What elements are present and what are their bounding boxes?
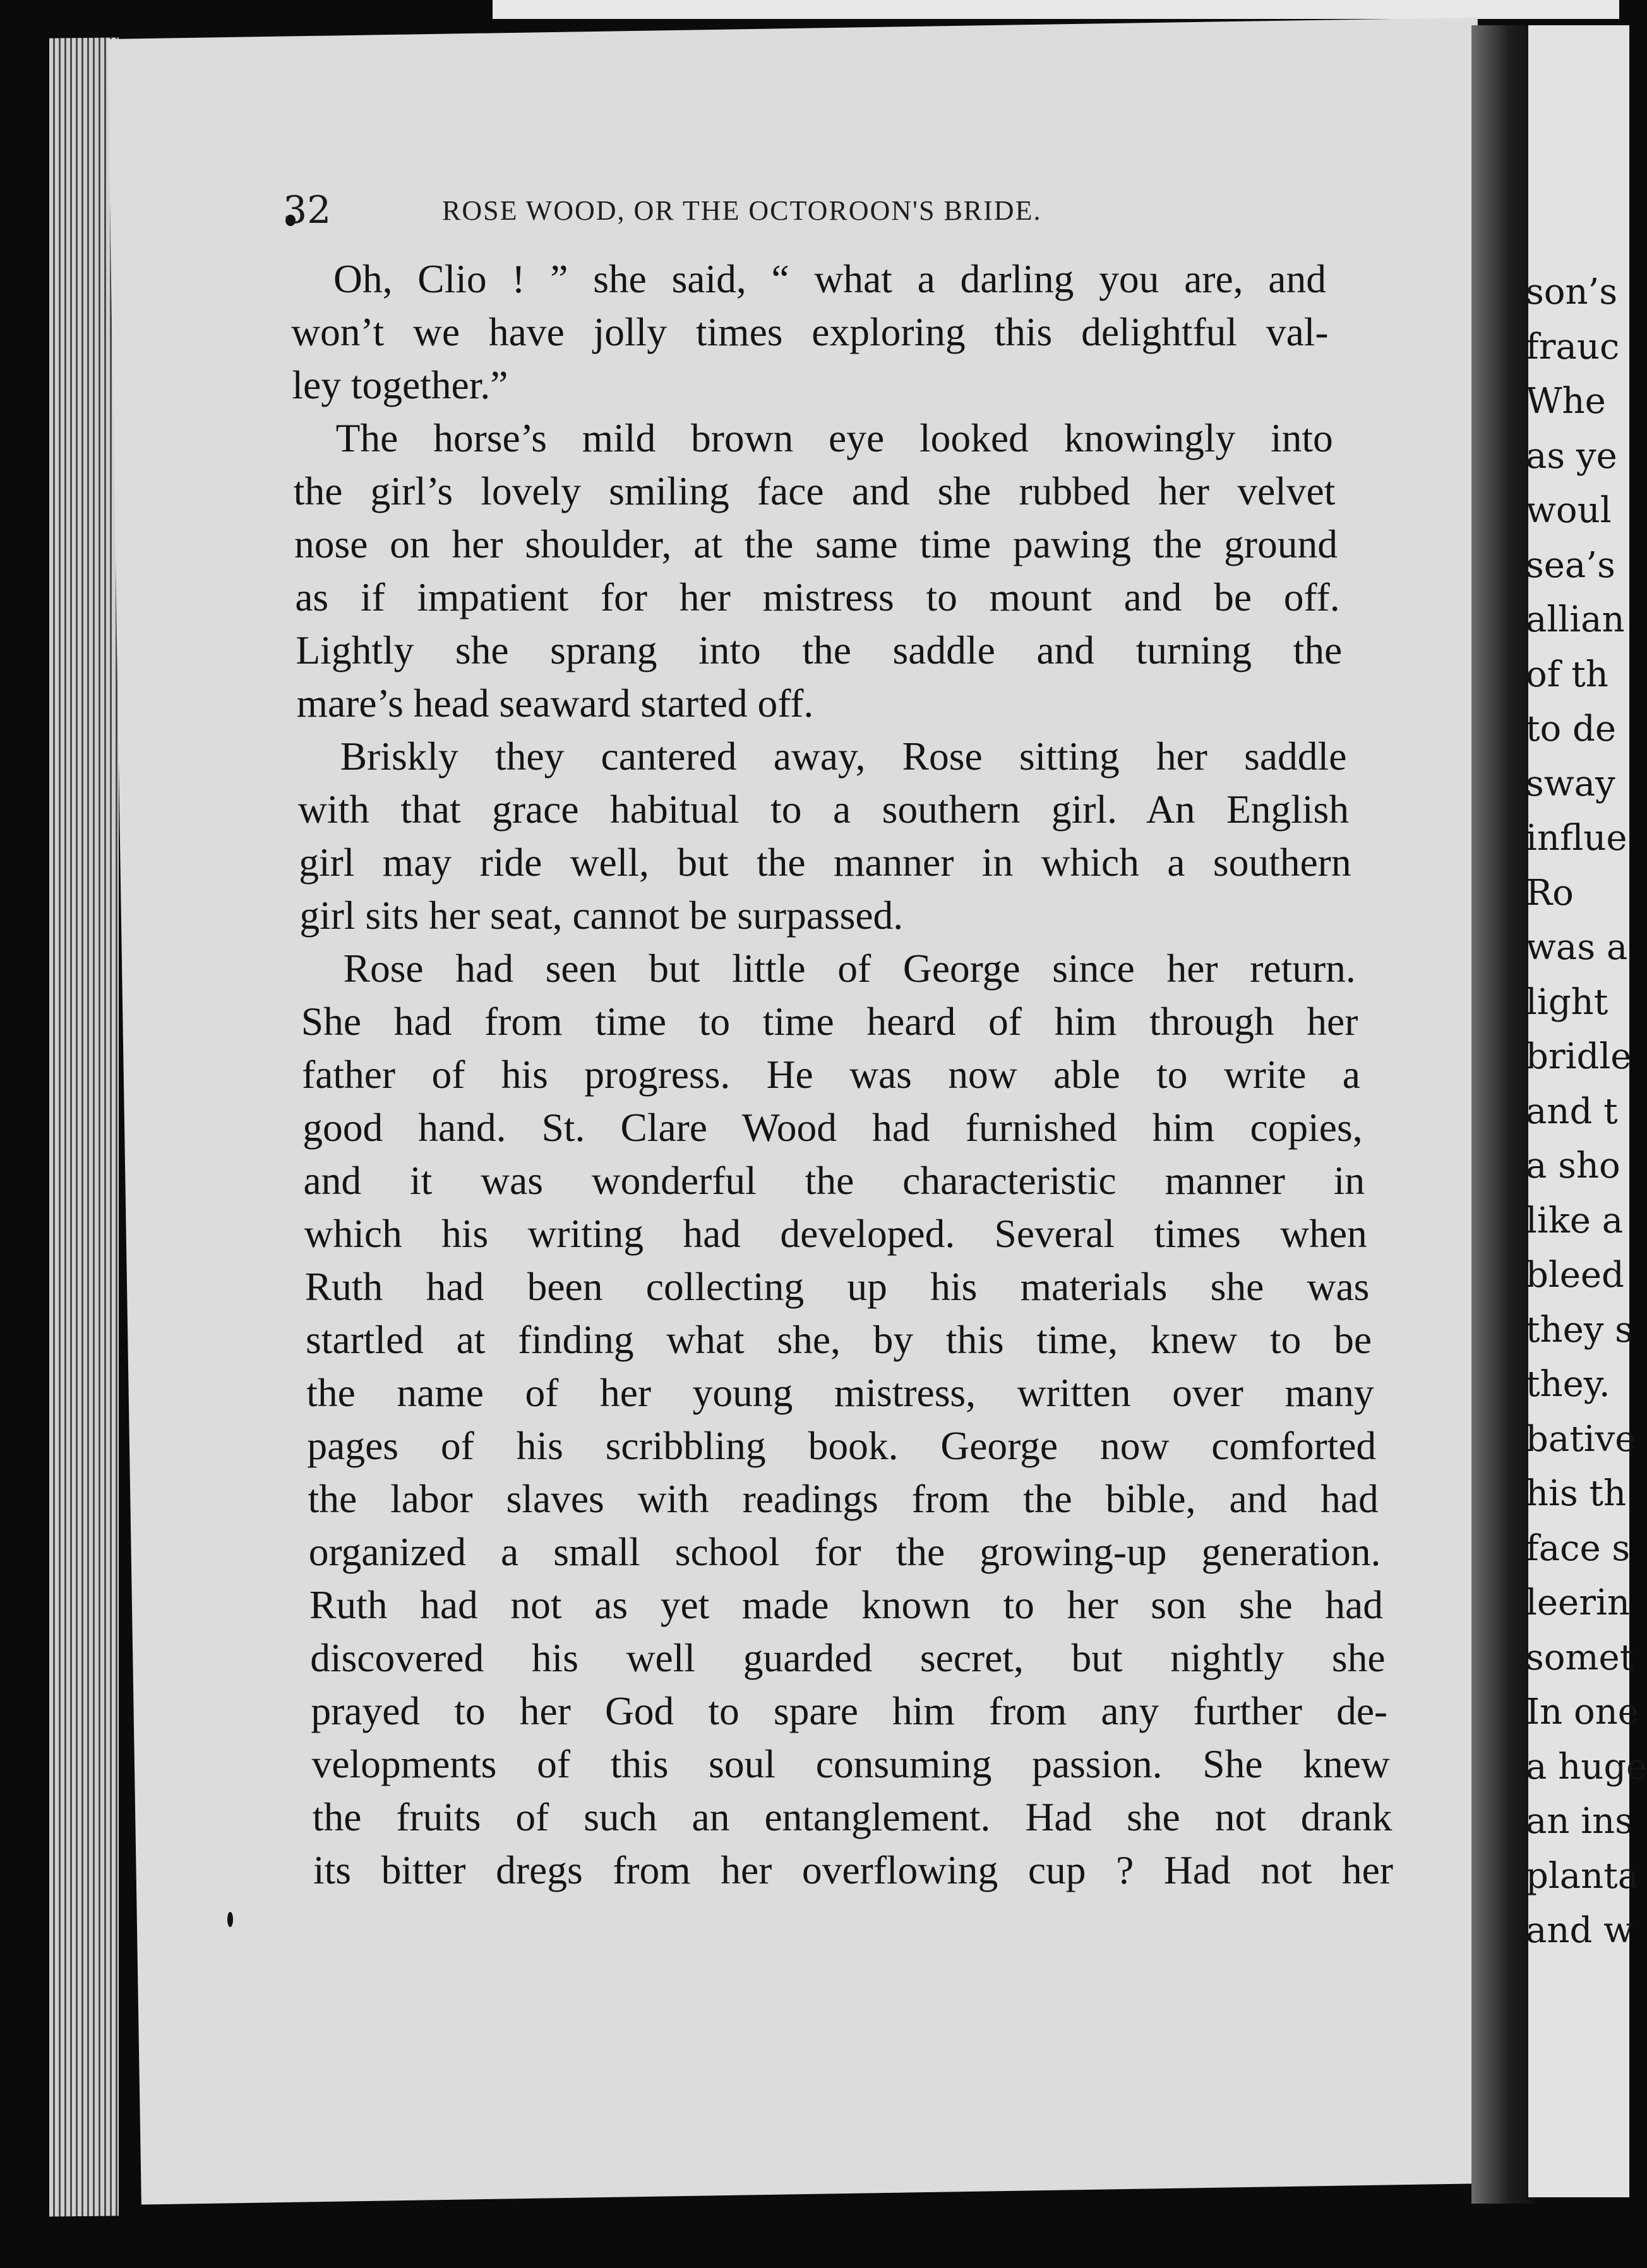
- text-line: Ruth had been collecting up his materials she was: [304, 1264, 1370, 1309]
- facing-page-line: somet: [1526, 1637, 1634, 1678]
- text-line: the name of her young mistress, written over many: [306, 1370, 1374, 1415]
- facing-page-line: allian: [1526, 599, 1625, 640]
- page-edges: [49, 37, 119, 2216]
- page-number: 32: [283, 188, 332, 232]
- facing-page-line: influe: [1526, 818, 1627, 859]
- text-line: girl sits her seat, cannot be surpassed.: [299, 893, 904, 938]
- facing-page-line: leerin: [1526, 1582, 1630, 1623]
- facing-page-line: to de: [1526, 708, 1617, 749]
- text-line: the fruits of such an entanglement. Had she not drank: [312, 1794, 1392, 1839]
- facing-page-line: they.: [1526, 1364, 1610, 1405]
- text-line: nose on her shoulder, at the same time pawing the ground: [294, 522, 1338, 566]
- text-line: The horse’s mild brown eye looked knowingly into: [335, 415, 1333, 460]
- facing-page-line: as ye: [1526, 435, 1617, 477]
- text-line: and it was wonderful the characteristic manner in: [303, 1158, 1365, 1203]
- text-line: pages of his scribbling book. George now comforted: [307, 1423, 1377, 1468]
- facing-page: [1526, 25, 1647, 2197]
- text-line: prayed to her God to spare him from any further de-: [311, 1688, 1388, 1733]
- text-line: Oh, Clio ! ” she said, “ what a darling you are, and: [333, 256, 1326, 301]
- text-line: good hand. St. Clare Wood had furnished him copies,: [302, 1105, 1363, 1150]
- text-line: startled at finding what she, by this time, knew to be: [306, 1317, 1372, 1362]
- facing-page-line: a huge: [1526, 1746, 1647, 1788]
- facing-page-line: sea’s: [1526, 544, 1615, 586]
- text-line: with that grace habitual to a southern girl. An English: [298, 787, 1349, 832]
- text-line: girl may ride well, but the manner in which a southern: [299, 840, 1351, 885]
- body-text: [290, 253, 1478, 1897]
- running-head: ROSE WOOD, OR THE OCTOROON'S BRIDE.: [442, 195, 1042, 226]
- text-line: She had from time to time heard of him through her: [301, 999, 1358, 1044]
- facing-page-line: of th: [1526, 654, 1608, 695]
- facing-page-line: Whe: [1526, 381, 1606, 422]
- facing-page-line: an ins: [1526, 1801, 1633, 1842]
- text-line: the labor slaves with readings from the bible, and had: [308, 1476, 1379, 1521]
- text-line: Rose had seen but little of George since her return.: [343, 946, 1356, 991]
- facing-page-line: was a: [1526, 927, 1628, 968]
- text-line: won’t we have jolly times exploring this delightful val-: [291, 309, 1329, 354]
- facing-page-line: his th: [1526, 1473, 1627, 1514]
- text-line: which his writing had developed. Several times when: [304, 1211, 1367, 1256]
- facing-page-line: sway: [1526, 763, 1615, 804]
- text-line: mare’s head seaward started off.: [296, 681, 814, 725]
- text-line: as if impatient for her mistress to mount and be off.: [295, 575, 1340, 619]
- facing-page-line: and t: [1526, 1090, 1618, 1132]
- facing-page-line: frauc: [1526, 326, 1620, 367]
- facing-page-line: Ro: [1526, 872, 1574, 914]
- facing-page-line: woul: [1526, 490, 1612, 531]
- facing-page-line: like a: [1526, 1200, 1624, 1241]
- facing-page-line: a sho: [1526, 1145, 1620, 1186]
- facing-page-line: they s: [1526, 1309, 1633, 1351]
- text-line: Briskly they cantered away, Rose sitting her saddle: [340, 734, 1347, 779]
- text-line: Ruth had not as yet made known to her son she had: [309, 1582, 1383, 1627]
- background-strip: [493, 0, 1619, 19]
- text-line: the girl’s lovely smiling face and she rubbed her velvet: [293, 469, 1336, 513]
- text-line: organized a small school for the growing-up generation.: [308, 1529, 1381, 1574]
- facing-page-line: bative: [1526, 1418, 1636, 1460]
- facing-page-line: In one: [1526, 1692, 1639, 1733]
- text-line: father of his progress. He was now able to write a: [302, 1052, 1360, 1097]
- book-gutter: [1471, 25, 1535, 2204]
- facing-page-line: and w: [1526, 1910, 1634, 1951]
- facing-page-line: son’s: [1526, 272, 1618, 313]
- facing-page-line: bridle: [1526, 1036, 1632, 1077]
- facing-page-line: light: [1526, 981, 1608, 1023]
- facing-page-line: bleed: [1526, 1255, 1624, 1296]
- facing-page-line: face s: [1526, 1527, 1631, 1569]
- text-line: its bitter dregs from her overflowing cup ? Had not her: [313, 1847, 1393, 1892]
- text-line: discovered his well guarded secret, but nightly she: [310, 1635, 1386, 1680]
- text-line: ley together.”: [292, 362, 508, 407]
- facing-page-line: planta: [1526, 1855, 1639, 1897]
- text-line: Lightly she sprang into the saddle and turning the: [296, 628, 1343, 672]
- ink-spot: [227, 1912, 233, 1927]
- text-line: velopments of this soul consuming passion. She knew: [311, 1741, 1390, 1786]
